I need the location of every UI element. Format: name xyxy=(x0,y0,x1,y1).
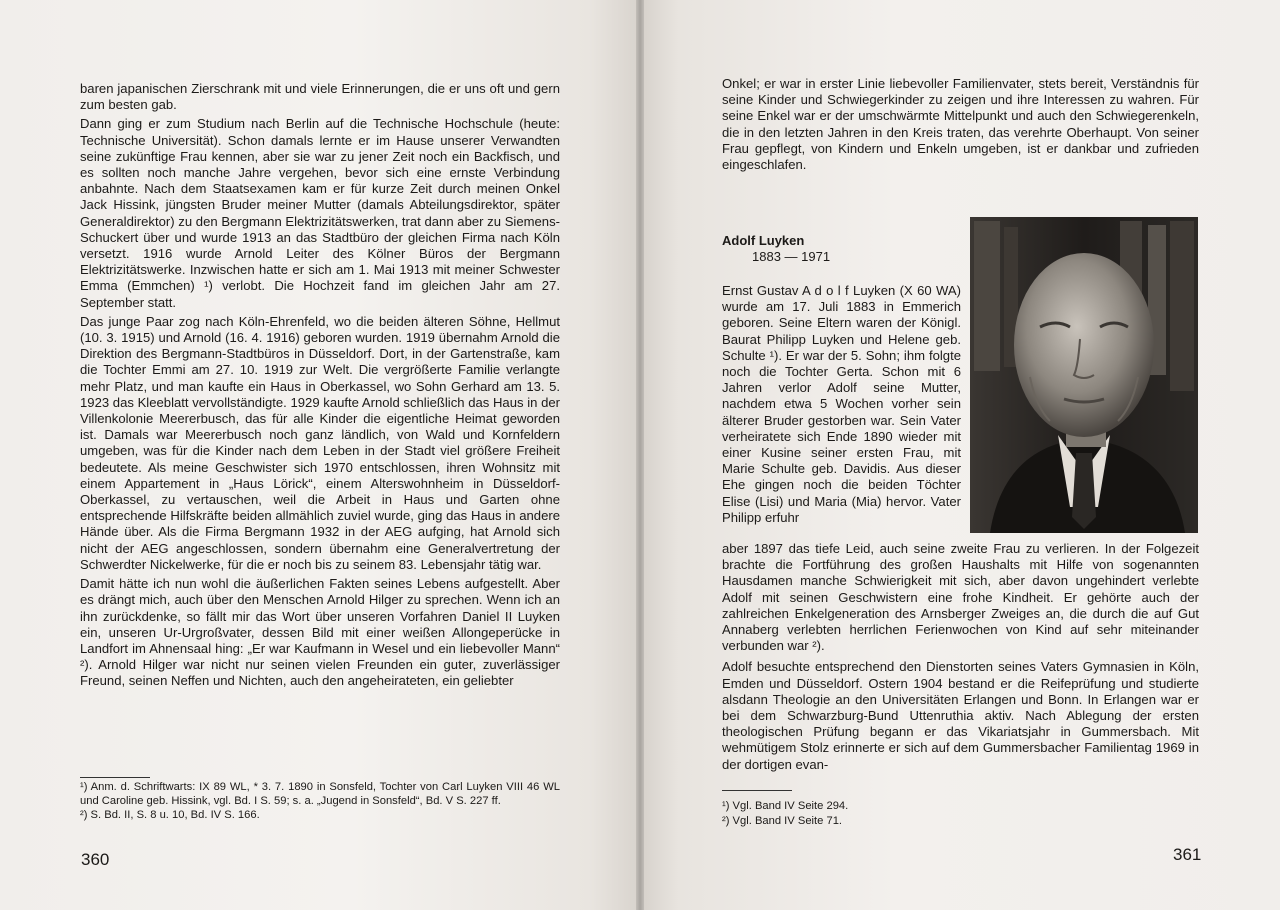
paragraph: Ernst Gustav A d o l f Luyken (X 60 WA) wurde am 17. Juli 1883 in Emmerich geboren. Seine Eltern waren der Königl. Baurat Philipp Luyken und Helene geb. Schulte ¹). Er war der 5. Sohn; ihm folgte noch die Tochter Gerta. Schon mit 6 Jahren verlor Adolf seine Mutter, nachdem etwa 5 Wochen vorher sein älterer Bruder gestorben war. Sein Vater verheiratete sich Ende 1890 wieder mit einer Kusine seiner ersten Frau, mit Marie Schulte geb. Davidis. Aus dieser Ehe gingen noch die beiden Töchter Elise (Lisi) und Maria (Mia) hervor. Vater Philipp erfuhr xyxy=(722,283,961,525)
footnote: ²) S. Bd. II, S. 8 u. 10, Bd. IV S. 166. xyxy=(80,809,260,822)
right-page xyxy=(640,0,1280,910)
footnote: ¹) Anm. d. Schriftwarts: IX 89 WL, * 3. 7. 1890 in Sonsfeld, Tochter von Carl Luyken VIII 46 WL und Caroline geb. Hissink, vgl. Bd. I S. 59; s. a. „Jugend in Sonsfeld“, Bd. V S. 227 ff. xyxy=(80,781,560,807)
paragraph: baren japanischen Zierschrank mit und viele Erinnerungen, die er uns oft und gern zum besten gab. xyxy=(80,81,560,113)
page-number: 361 xyxy=(1173,845,1202,864)
footnote-divider xyxy=(80,777,150,778)
paragraph: Damit hätte ich nun wohl die äußerlichen Fakten seines Lebens aufgestellt. Aber es drängt mich, auch über den Menschen Arnold Hilger zu sprechen. Wenn ich an ihn zurückdenke, so fällt mir das Wort über unseren Vorfahren Daniel II Luyken ein, unseren Ur-Urgroßvater, dessen Bild mit einer weißen Allongeperücke in Landfort im Ahnensaal hing: „Er war Kaufmann in Wesel und ein liebevoller Mann“ ²). Arnold Hilger war nicht nur seinen vielen Freunden ein guter, zuverlässiger Freund, seinen Neffen und Nichten, auch den angeheirateten, ein geliebter xyxy=(80,576,560,689)
paragraph: aber 1897 das tiefe Leid, auch seine zweite Frau zu verlieren. In der Folgezeit brachte die Fortführung des großen Haushalts mit Hilfe von sogenannten Hausdamen manche Schwierigkeit mit sich, aber davon ungehindert verlebte Adolf mit seinen Geschwistern eine frohe Kindheit. Er gehörte auch der zahlreichen Enkelgeneration des Arnsberger Zweiges an, die durch die auf Gut Annaberg verlebten herrlichen Ferienwochen von Kind auf sehr miteinander verbunden war ²). xyxy=(722,541,1199,654)
right-top-text xyxy=(722,76,1199,176)
footnote: ¹) Vgl. Band IV Seite 294. xyxy=(722,800,849,812)
footnote-divider xyxy=(722,790,792,791)
wide-text-column xyxy=(722,541,1199,778)
book-fold xyxy=(636,0,644,910)
section-heading: Adolf Luyken xyxy=(722,233,805,248)
footnote: ²) Vgl. Band IV Seite 71. xyxy=(722,814,843,827)
paragraph: Onkel; er war in erster Linie liebevoller Familienvater, stets bereit, Verständnis für seine Kinder und Schwiegerkinder zu zeigen und ihre Interessen zu wahren. Für seine Enkel war er der umschwärmte Mittelpunkt und auch den Schwiegerenkeln, die in den letzten Jahren in den Kreis traten, das verehrte Oberhaupt. Von seiner Frau gepflegt, von Kindern und Enkeln umgeben, ist er dankbar und zufrieden eingeschlafen. xyxy=(722,76,1199,173)
right-footnotes xyxy=(722,800,1199,829)
life-years: 1883 — 1971 xyxy=(752,249,831,264)
left-body-text xyxy=(80,81,560,693)
paragraph: Dann ging er zum Studium nach Berlin auf die Technische Hochschule (heute: Technische Universität). Schon damals lernte er im Hause unserer Verwandten seine zukünftige Frau kennen, aber sie war zu jener Zeit noch ein Backfisch, und es sollten noch manche Jahre vergehen, bevor sich eine ernste Verbindung anbahnte. Nach dem Staatsexamen kam er für kurze Zeit durch meinen Onkel Jack Hissink, jüngsten Bruder meiner Mutter (damals Abteilungsdirektor, später Generaldirektor) zu den Bergmann Elektrizitätswerken, trat dann aber zu Siemens-Schuckert über und wurde 1913 an das Stadtbüro der gleichen Firma nach Köln versetzt. 1916 wurde Arnold Leiter des Kölner Büros der Bergmann Elektrizitätswerke. Inzwischen hatte er sich am 1. Mai 1913 mit meiner Schwester Emma (Emmchen) ¹) verlobt. Die Hochzeit fand im gleichen Jahr am 27. September statt. xyxy=(80,116,560,310)
left-footnotes xyxy=(80,781,560,824)
paragraph: Adolf besuchte entsprechend den Dienstorten seines Vaters Gymnasien in Köln, Emden und Düsseldorf. Ostern 1904 bestand er die Reifeprüfung und studierte alsdann Theologie an den Universitäten Erlangen und Bonn. In Erlangen war er bei dem Schwarzburg-Bund Uttenruthia aktiv. Nach Ablegung der ersten theologischen Prüfung begann er das Vikariatsjahr in Gummersbach. Mit wehmütigem Stolz erinnerte er sich auf dem Gummersbacher Familientag 1969 in der dortigen evan- xyxy=(722,659,1199,772)
page-number: 360 xyxy=(81,850,110,869)
narrow-text-column xyxy=(722,283,961,526)
portrait-photo-icon xyxy=(970,217,1198,533)
paragraph: Das junge Paar zog nach Köln-Ehrenfeld, wo die beiden älteren Söhne, Hellmut (10. 3. 1915) und Arnold (16. 4. 1916) geboren wurden. 1919 übernahm Arnold die Direktion des Bergmann-Stadtbüros in Düsseldorf. Dort, in der Gartenstraße, kam die Tochter Emmi am 27. 10. 1919 zur Welt. Die vergrößerte Familie verlangte mehr Platz, und man kaufte ein Haus in Oberkassel, wo Sohn Gerhard am 13. 5. 1923 das Kleeblatt vervollständigte. 1929 kaufte Arnold schließlich das Haus in der Villenkolonie Meererbusch, das für alle Kinder die eigentliche Heimat geworden ist. Damals war Meererbusch noch ganz ländlich, von Wald und Kornfeldern umgeben, was für die Kinder nach dem Leben in der Stadt viel größere Freiheit bedeutete. Als meine Geschwister sich 1970 entschlossen, ihren Wohnsitz mit einem Appartement in „Haus Lörick“, einem Alterswohnheim in Düsseldorf-Oberkassel, zu vertauschen, weil die Arbeit in Haus und Garten ohne entsprechende Hilfskräfte beiden allmählich zuviel wurde, ging das Haus in andere Hände über. Als die Firma Bergmann 1932 in der AEG aufging, hat Arnold sich nicht der AEG angeschlossen, sondern übernahm eine Generalvertretung der Schwerdter Nickelwerke, für die er noch bis zu seinem 83. Lebensjahr tätig war. xyxy=(80,313,560,572)
